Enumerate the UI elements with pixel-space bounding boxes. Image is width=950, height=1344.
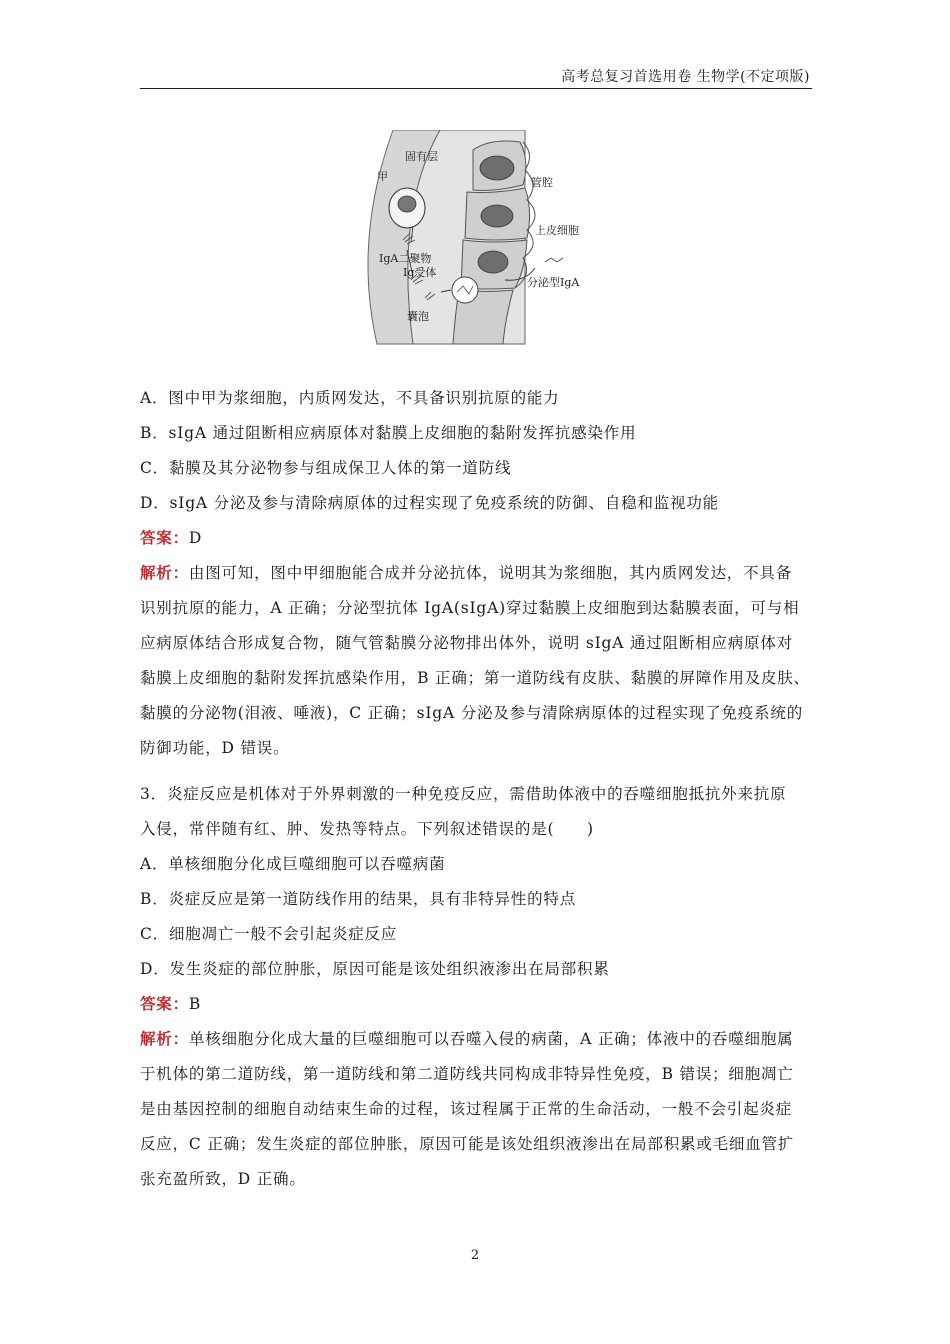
q2-option-a: A．图中甲为浆细胞，内质网发达，不具备识别抗原的能力 [140,389,560,407]
vesicle-shape [452,277,478,303]
label-lumen: 管腔 [531,176,553,189]
label-vesicle: 囊泡 [407,310,429,323]
analysis-label: 解析： [140,1029,189,1048]
q2-analysis-line: 识别抗原的能力，A 正确；分泌型抗体 IgA(sIgA)穿过黏膜上皮细胞到达黏膜表面，可与相 [140,599,800,617]
q3-analysis-line: 解析：单核细胞分化成大量的巨噬细胞可以吞噬入侵的病菌，A 正确；体液中的吞噬细胞属 [140,1029,794,1048]
q3-option-b: B．炎症反应是第一道防线作用的结果，具有非特异性的特点 [140,890,576,908]
q3-stem-line: 入侵，常伴随有红、肿、发热等特点。下列叙述错误的是( ) [140,820,594,838]
q2-option-c: C．黏膜及其分泌物参与组成保卫人体的第一道防线 [140,459,512,477]
q2-analysis-line: 应病原体结合形成复合物，随气管黏膜分泌物排出体外，说明 sIgA 通过阻断相应病原体对 [140,634,793,652]
header-rule [140,88,812,89]
page-number: 2 [470,1248,480,1263]
iga-secretion-figure [355,130,605,348]
q3-analysis-line: 是由基因控制的细胞自动结束生命的过程，该过程属于正常的生命活动，一般不会引起炎症 [140,1100,793,1118]
label-ig-receptor: Ig受体 [403,266,437,279]
q3-option-c: C．细胞凋亡一般不会引起炎症反应 [140,925,398,943]
q3-answer [140,994,201,1014]
q2-option-d: D．sIgA 分泌及参与清除病原体的过程实现了免疫系统的防御、自稳和监视功能 [140,494,719,512]
running-header: 高考总复习首选用卷 生物学(不定项版) [561,69,810,85]
nucleus [478,251,508,273]
q2-analysis-line: 黏膜上皮细胞的黏附发挥抗感染作用，B 正确；第一道防线有皮肤、黏膜的屏障作用及皮肤、 [140,669,810,687]
q3-analysis-line: 反应，C 正确；发生炎症的部位肿胀，原因可能是该处组织液渗出在局部积累或毛细血管扩 [140,1135,795,1153]
plasma-nucleus [398,196,416,212]
q2-analysis-line: 解析：由图可知，图中甲细胞能合成并分泌抗体，说明其为浆细胞，其内质网发达，不具备 [140,563,793,582]
q3-option-d: D．发生炎症的部位肿胀，原因可能是该处组织液渗出在局部积累 [140,960,610,978]
q2-answer [140,528,202,548]
q3-analysis-line: 张充盈所致，D 正确。 [140,1170,306,1188]
q2-option-b: B．sIgA 通过阻断相应病原体对黏膜上皮细胞的黏附发挥抗感染作用 [140,424,637,442]
figure-drawing [355,130,605,348]
q3-analysis-line: 于机体的第二道防线，第一道防线和第二道防线共同构成非特异性免疫，B 错误；细胞凋亡 [140,1065,794,1083]
answer-value: D [188,529,203,547]
q2-analysis-line: 防御功能，D 错误。 [140,739,290,757]
label-lamina: 固有层 [405,150,438,163]
q3-option-a: A．单核细胞分化成巨噬细胞可以吞噬病菌 [140,855,446,873]
answer-label: 答案： [140,994,189,1013]
q3-stem-line: 3．炎症反应是机体对于外界刺激的一种免疫反应，需借助体液中的吞噬细胞抵抗外来抗原 [140,785,787,803]
nucleus [480,156,514,180]
nucleus [481,205,513,227]
answer-label: 答案： [140,528,189,547]
label-secretory-iga: 分泌型IgA [527,276,580,289]
label-iga-dimer: IgA二聚物 [379,252,432,265]
q2-analysis-line: 黏膜的分泌物(泪液、唾液)，C 正确；sIgA 分泌及参与清除病原体的过程实现了免疫系统的 [140,704,804,722]
answer-value: B [188,995,202,1013]
label-jia: 甲 [377,170,388,183]
label-epithelial: 上皮细胞 [535,224,579,237]
analysis-label: 解析： [140,563,189,582]
